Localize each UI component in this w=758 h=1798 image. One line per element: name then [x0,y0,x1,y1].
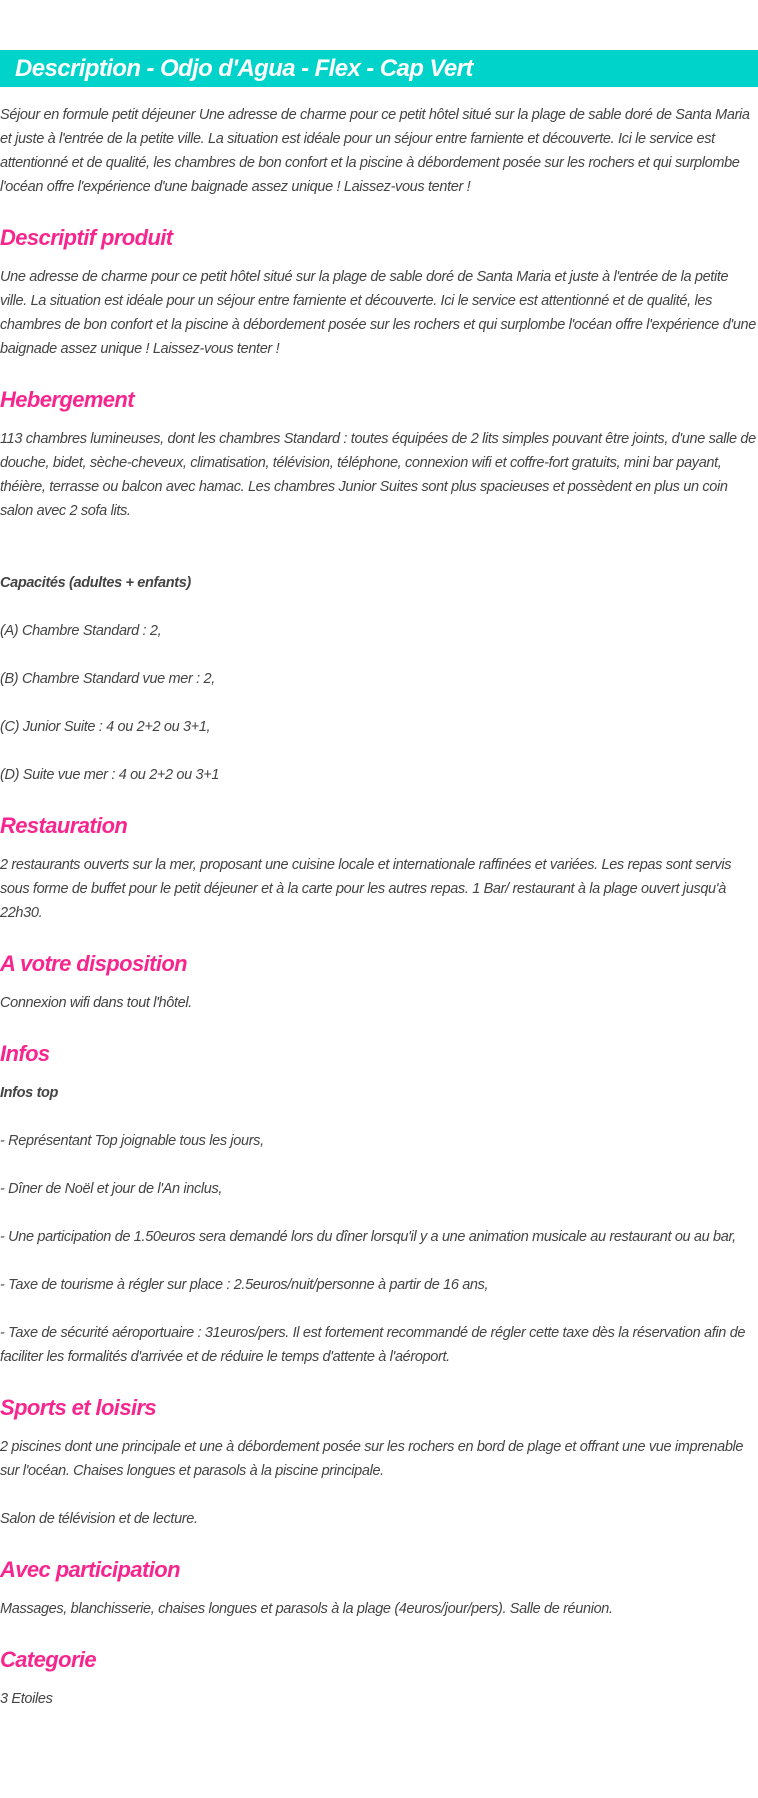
heading-categorie: Categorie [0,1647,97,1672]
sports-paragraph: 2 piscines dont une principale et une à débordement posée sur les rochers en bord de plage et offrant une vue imprenable sur l'océan. Chaises longues et parasols à la piscine principale. [0,1439,744,1479]
description-content [0,103,758,1711]
participation-paragraph: Massages, blanchisserie, chaises longues et parasols à la plage (4euros/jour/pers). Salle de réunion. [0,1601,613,1617]
info-item: - Taxe de sécurité aéroportuaire : 31euros/pers. Il est fortement recommandé de régler cette taxe dès la réservation afin de faciliter les formalités d'arrivée et de réduire le temps d'attente à l'aéroport. [0,1325,746,1365]
categorie-value: 3 Etoiles [0,1691,53,1707]
capacities-label: Capacités (adultes + enfants) [0,575,191,591]
intro-paragraph: Séjour en formule petit déjeuner Une adresse de charme pour ce petit hôtel situé sur la plage de sable doré de Santa Maria et juste à l'entrée de la petite ville. La situation est idéale pour un séjour entre farniente et découverte. Ici le service est attentionné et de qualité, les chambres de bon confort et la piscine à débordement posée sur les rochers et qui surplombe l'océan offre l'expérience d'une baignade assez unique ! Laissez-vous tenter ! [0,107,750,195]
page-title: Description - Odjo d'Agua - Flex - Cap Vert [15,55,473,82]
heading-hebergement: Hebergement [0,387,134,412]
heading-a-votre-disposition: A votre disposition [0,951,188,976]
heading-descriptif-produit: Descriptif produit [0,225,173,250]
info-item: - Dîner de Noël et jour de l'An inclus, [0,1181,223,1197]
capacity-item: (C) Junior Suite : 4 ou 2+2 ou 3+1, [0,719,211,735]
title-bar [0,50,758,87]
heading-infos: Infos [0,1041,50,1066]
hebergement-paragraph: 113 chambres lumineuses, dont les chambres Standard : toutes équipées de 2 lits simples pouvant être joints, d'une salle de douche, bidet, sèche-cheveux, climatisation, télévision, téléphone, connexion wifi et coffre-fort gratuits, mini bar payant, théière, terrasse ou balcon avec hamac. Les chambres Junior Suites sont plus spacieuses et possèdent en plus un coin salon avec 2 sofa lits. [0,431,756,519]
disposition-paragraph: Connexion wifi dans tout l'hôtel. [0,995,192,1011]
info-item: - Taxe de tourisme à régler sur place : 2.5euros/nuit/personne à partir de 16 ans, [0,1277,489,1293]
info-item: - Représentant Top joignable tous les jours, [0,1133,264,1149]
descriptif-paragraph: Une adresse de charme pour ce petit hôtel situé sur la plage de sable doré de Santa Maria et juste à l'entrée de la petite ville. La situation est idéale pour un séjour entre farniente et découverte. Ici le service est attentionné et de qualité, les chambres de bon confort et la piscine à débordement posée sur les rochers et qui surplombe l'océan offre l'expérience d'une baignade assez unique ! Laissez-vous tenter ! [0,269,756,357]
heading-restauration: Restauration [0,813,128,838]
info-item: - Une participation de 1.50euros sera demandé lors du dîner lorsqu'il y a une animation musicale au restaurant ou au bar, [0,1229,736,1245]
capacity-item: (B) Chambre Standard vue mer : 2, [0,671,215,687]
capacity-item: (D) Suite vue mer : 4 ou 2+2 ou 3+1 [0,767,220,783]
sports-paragraph-2: Salon de télévision et de lecture. [0,1511,198,1527]
infos-top-label: Infos top [0,1085,59,1101]
heading-avec-participation: Avec participation [0,1557,180,1582]
capacity-item: (A) Chambre Standard : 2, [0,623,162,639]
restauration-paragraph: 2 restaurants ouverts sur la mer, proposant une cuisine locale et internationale raffinées et variées. Les repas sont servis sous forme de buffet pour le petit déjeuner et à la carte pour les autres repas. 1 Bar/ restaurant à la plage ouvert jusqu'à 22h30. [0,857,732,921]
heading-sports-et-loisirs: Sports et loisirs [0,1395,157,1420]
